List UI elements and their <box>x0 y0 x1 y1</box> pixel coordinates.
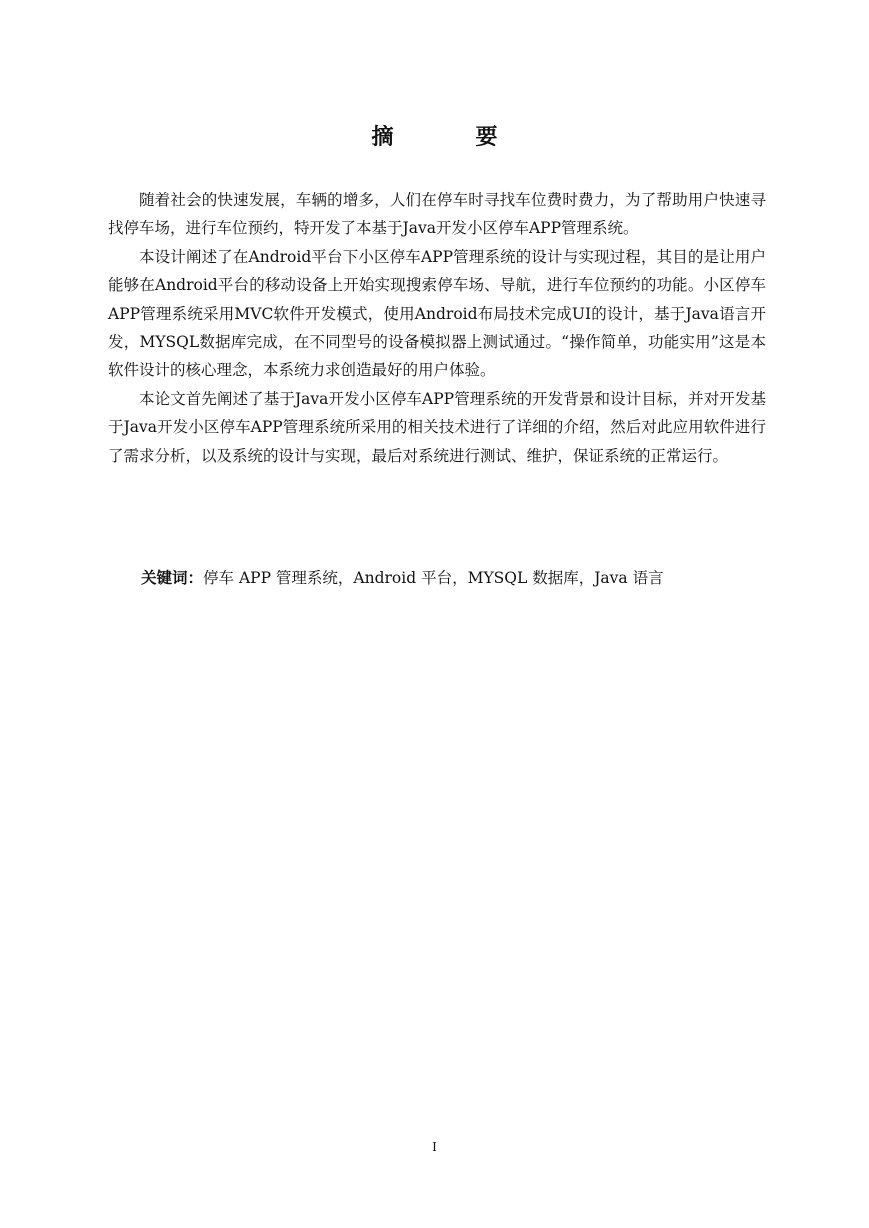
abstract-body <box>108 186 766 470</box>
abstract-paragraph-1: 随着社会的快速发展，车辆的增多，人们在停车时寻找车位费时费力，为了帮助用户快速寻找停车场，进行车位预约，特开发了本基于Java开发小区停车APP管理系统。 <box>108 191 766 238</box>
keywords-label: 关键词： <box>141 568 204 587</box>
page-number: I <box>432 1140 437 1154</box>
abstract-paragraph-3: 本论文首先阐述了基于Java开发小区停车APP管理系统的开发背景和设计目标，并对开发基于Java开发小区停车APP管理系统所采用的相关技术进行了详细的介绍，然后对此应用软件进行了需求分析，以及系统的设计与实现，最后对系统进行测试、维护，保证系统的正常运行。 <box>108 389 766 465</box>
keywords-line <box>141 564 781 592</box>
abstract-paragraph-2: 本设计阐述了在Android平台下小区停车APP管理系统的设计与实现过程，其目的是让用户能够在Android平台的移动设备上开始实现搜索停车场、导航，进行车位预约的功能。小区停车APP管理系统采用MVC软件开发模式，使用Android布局技术完成UI的设计，基于Java语言开发，MYSQL数据库完成，在不同型号的设备模拟器上测试通过。“操作简单，功能实用”这是本软件设计的核心理念，本系统力求创造最好的用户体验。 <box>108 247 766 380</box>
page-title: 摘 要 <box>371 124 528 150</box>
keywords-text: 停车 APP 管理系统，Android 平台，MYSQL 数据库，Java 语言 <box>203 569 664 587</box>
